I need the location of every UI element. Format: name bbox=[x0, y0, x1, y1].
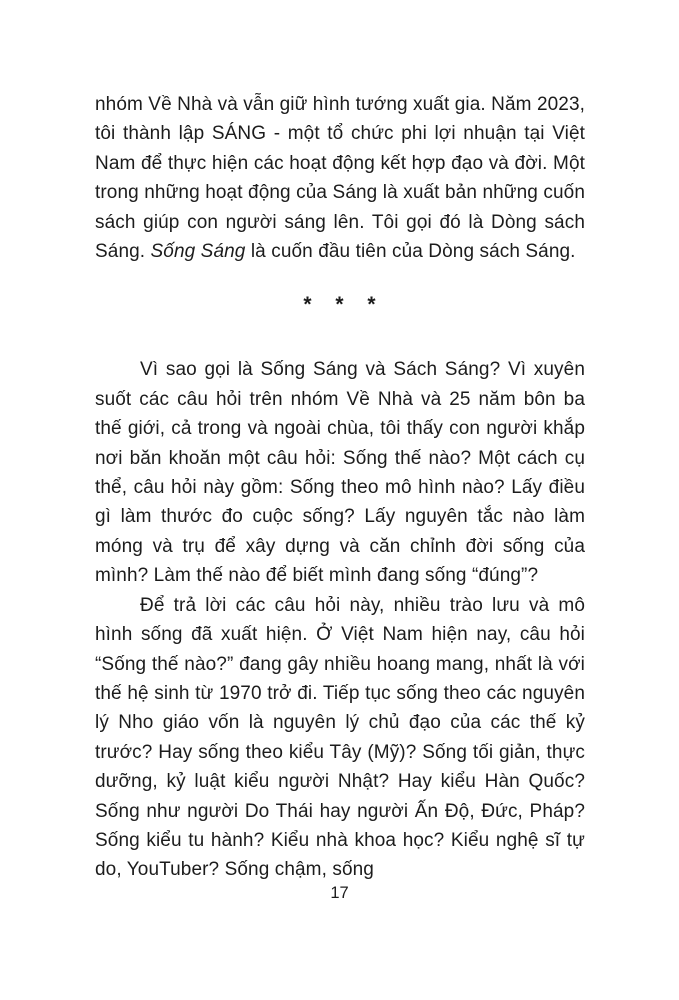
text-run: Để trả lời các câu hỏi này, nhiều trào lưu và mô hình sống đã xuất hiện. Ở Việt Nam hiện nay, câu hỏi “Sống thế nào?” đang gây nhiều hoang mang, nhất là với thế hệ sinh từ 1970 trở đi. Tiếp tục sống theo các nguyên lý Nho giáo vốn là nguyên lý chủ đạo của các thế kỷ trước? Hay sống theo kiểu Tây (Mỹ)? Sống tối giản, thực dưỡng, kỷ luật kiểu người Nhật? Hay kiểu Hàn Quốc? Sống như người Do Thái hay người Ấn Độ, Đức, Pháp? Sống kiểu tu hành? Kiểu nhà khoa học? Kiểu nghệ sĩ tự do, YouTuber? Sống chậm, sống bbox=[95, 594, 585, 881]
paragraph bbox=[95, 355, 585, 590]
text-run: Vì sao gọi là Sống Sáng và Sách Sáng? Vì xuyên suốt các câu hỏi trên nhóm Về Nhà và 25 năm bôn ba thế giới, cả trong và ngoài chùa, tôi thấy con người khắp nơi băn khoăn một câu hỏi: Sống thế nào? Một cách cụ thể, câu hỏi này gồm: Sống theo mô hình nào? Lấy điều gì làm thước đo cuộc sống? Lấy nguyên tắc nào làm móng và trụ để xây dựng và căn chỉnh đời sống của mình? Làm thế nào để biết mình đang sống “đúng”? bbox=[95, 359, 585, 587]
text-run: nhóm Về Nhà và vẫn giữ hình tướng xuất gia. Năm 2023, tôi thành lập SÁNG - một tổ chức phi lợi nhuận tại Việt Nam để thực hiện các hoạt động kết hợp đạo và đời. Một trong những hoạt động của Sáng là xuất bản những cuốn sách giúp con người sáng lên. Tôi gọi đó là Dòng sách Sáng. bbox=[95, 94, 585, 263]
section-separator: * * * bbox=[303, 293, 377, 317]
text-run: là cuốn đầu tiên của Dòng sách Sáng. bbox=[245, 241, 576, 263]
page-footer bbox=[0, 884, 679, 903]
italic-text-run: Sống Sáng bbox=[150, 241, 246, 263]
paragraph bbox=[95, 591, 585, 885]
page-number: 17 bbox=[330, 884, 349, 902]
paragraph bbox=[95, 90, 585, 266]
page-text bbox=[95, 90, 585, 885]
